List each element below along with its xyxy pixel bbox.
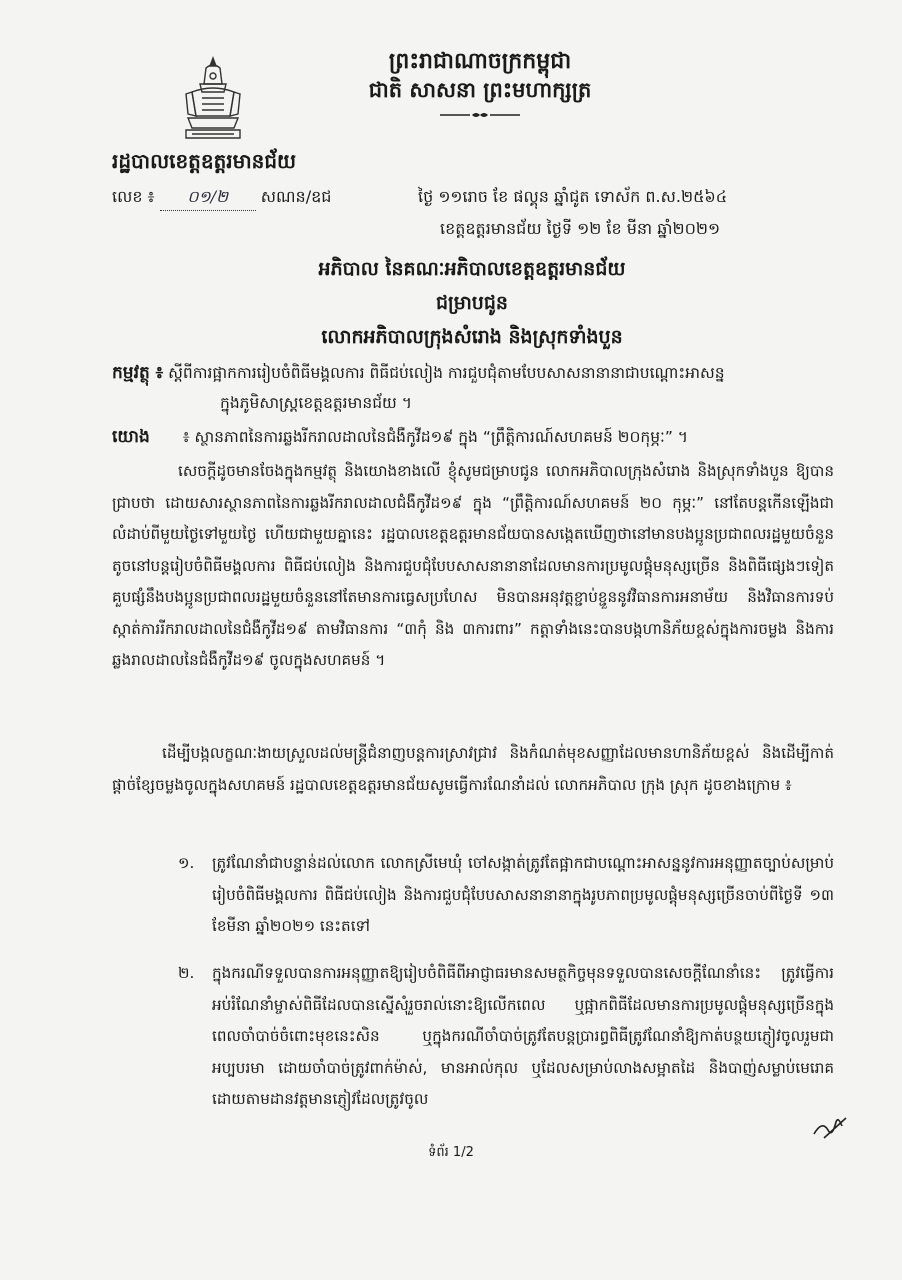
list-item [112, 848, 834, 943]
reference-text: ៖ ស្ថានភាពនៃការឆ្លងរីករាលដាលនៃជំងឺកូវីដ១៩ ក្នុង “ព្រឹត្តិការណ៍សហគមន៍ ២០កុម្ភៈ” ។ [182, 428, 688, 446]
list-item [112, 958, 834, 1116]
item-number: ១. [178, 854, 195, 872]
issuing-administration: រដ្ឋបាលខេត្តឧត្តរមានជ័យ [112, 149, 297, 173]
subject-label: កម្មវត្ថុ ៖ [112, 363, 164, 383]
letter-title [112, 252, 832, 354]
lunar-date: ថ្ងៃ ១១រោច ខែ ផល្គុន ឆ្នាំជូត ទោស័ក ព.ស.២៥៦៤ [418, 187, 728, 206]
divider-ornament-icon [440, 111, 520, 119]
ref-label: លេខ ៖ [112, 187, 155, 206]
subject-section [112, 358, 832, 418]
reference-label: យោង [112, 427, 150, 447]
title-line-sender: អភិបាល នៃគណៈអភិបាលខេត្តឧត្តរមានជ័យ [318, 258, 626, 280]
item-number: ២. [178, 964, 195, 982]
body-paragraph-1 [112, 456, 834, 677]
title-line-recipient: លោកអភិបាលក្រុងសំរោង និងស្រុកទាំងបួន [321, 326, 623, 348]
paragraph-2-text: ដើម្បីបង្កលក្ខណៈងាយស្រួលដល់មន្ត្រីជំនាញបន្តការស្រាវជ្រាវ និងកំណត់មុខសញ្ញាដែលមានហានិភ័យខ្ពស់ និងដើម្បីកាត់ផ្តាច់ខ្សែចម្លងចូលក្នុងសហគមន៍ រដ្ឋបាលខេត្តឧត្តរមានជ័យសូមធ្វើការណែនាំដល់ លោកអភិបាល ក្រុង ស្រុក ដូចខាងក្រោម ៖ [112, 744, 834, 794]
initial-signature-icon [812, 1112, 848, 1142]
body-paragraph-2 [112, 738, 834, 801]
ref-suffix: សណន/ឧជ [260, 187, 332, 206]
kingdom-name: ព្រះរាជាណាចក្រកម្ពុជា [388, 48, 572, 74]
national-motto: ជាតិ សាសនា ព្រះមហាក្សត្រ [368, 77, 592, 102]
reference-section [112, 422, 832, 452]
reference-number [112, 186, 331, 211]
subject-text: ស្តីពីការផ្អាកការរៀបចំពិធីមង្គលការ ពិធីជប់លៀង ការជួបជុំតាមបែបសាសនានានាជាបណ្តោះអាសន្ន [168, 364, 725, 382]
paragraph-1-text: សេចក្តីដូចមានចែងក្នុងកម្មវត្ថុ និងយោងខាងលើ ខ្ញុំសូមជម្រាបជូន លោកអភិបាលក្រុងសំរោង និងស្រុកទាំងបួន ឱ្យបានជ្រាបថា ដោយសារស្ថានភាពនៃការឆ្លងរីករាលដាលជំងឺកូវីដ១៩ ក្នុង “ព្រឹត្តិការណ៍សហគមន៍ ២០ កុម្ភៈ” នៅតែបន្តកើនឡើងជាលំដាប់ពីមួយថ្ងៃទៅមួយថ្ងៃ ហើយជាមួយគ្នានេះ រដ្ឋបាលខេត្តឧត្តរមានជ័យបានសង្កេតឃើញថានៅមានបងប្អូនប្រជាពលរដ្ឋមួយចំនួនតូចនៅបន្តរៀបចំពិធីមង្គលការ ពិធីជប់លៀង និងការជួបជុំបែបសាសនានានាដែលមានការប្រមូលផ្តុំមនុស្សច្រើន និងពិធីផ្សេងៗទៀត គួបផ្សំនឹងបងប្អូនប្រជាពលរដ្ឋមួយចំនួននៅតែមានការធ្វេសប្រហែស មិនបានអនុវត្តខ្ជាប់ខ្ជួននូវវិធានការអនាម័យ និងវិធានការទប់ស្កាត់ការរីករាលដាលនៃជំងឺកូវីដ១៩ តាមវិធានការ “៣កុំ និង ៣ការពារ” កត្តាទាំងនេះបានបង្កហានិភ័យខ្ពស់ក្នុងការចម្លង និងការឆ្លងរាលដាលនៃជំងឺកូវីដ១៩ ចូលក្នុងសហគមន៍ ។ [112, 462, 834, 669]
royal-emblem-icon [178, 54, 248, 144]
solar-date: ខេត្តឧត្តរមានជ័យ ថ្ងៃទី ១២ ខែ មីនា ឆ្នាំ២០២១ [440, 219, 721, 238]
ref-number: ០១/២ [160, 186, 256, 211]
page-number: ទំព័រ 1/2 [428, 1145, 474, 1160]
item-text: ក្នុងករណីទទួលបានការអនុញ្ញាតឱ្យរៀបចំពិធីពីអាជ្ញាធរមានសមត្ថកិច្ចមុនទទួលបានសេចក្តីណែនាំនេះ ត្រូវធ្វើការអប់រំណែនាំម្ចាស់ពិធីដែលបានស្នើសុំរួចរាល់នោះឱ្យលើកពេល ឬផ្អាកពិធីដែលមានការប្រមូលផ្តុំមនុស្សច្រើនក្នុងពេលចាំបាច់ចំពោះមុខនេះសិន ឬក្នុងករណីចាំបាច់ត្រូវតែបន្តប្រារព្ធពិធីត្រូវណែនាំឱ្យកាត់បន្ថយភ្ញៀវចូលរួមជាអប្បបរមា ដោយចាំបាច់ត្រូវពាក់ម៉ាស់, មានអាល់កុល ឬដែលសម្រាប់លាងសម្អាតដៃ និងបាញ់សម្លាប់មេរោគ ដោយតាមដានវត្តមានភ្ញៀវដែលត្រូវចូល [212, 964, 834, 1108]
subject-text-continued: ក្នុងភូមិសាស្ត្រខេត្តឧត្តរមានជ័យ ។ [220, 394, 412, 412]
national-header [340, 46, 620, 123]
title-line-salutation: ជម្រាបជូន [436, 292, 508, 314]
item-text: ត្រូវណែនាំជាបន្ទាន់ដល់លោក លោកស្រីមេឃុំ ចៅសង្កាត់ត្រូវតែផ្អាកជាបណ្តោះអាសន្ននូវការអនុញ្ញាតច្បាប់សម្រាប់រៀបចំពិធីមង្គលការ ពិធីជប់លៀង និងការជួបជុំបែបសាសនានានាក្នុងរូបភាពប្រមូលផ្តុំមនុស្សច្រើនចាប់ពីថ្ងៃទី ១៣ ខែមីនា ឆ្នាំ២០២១ នេះតទៅ [212, 854, 834, 935]
